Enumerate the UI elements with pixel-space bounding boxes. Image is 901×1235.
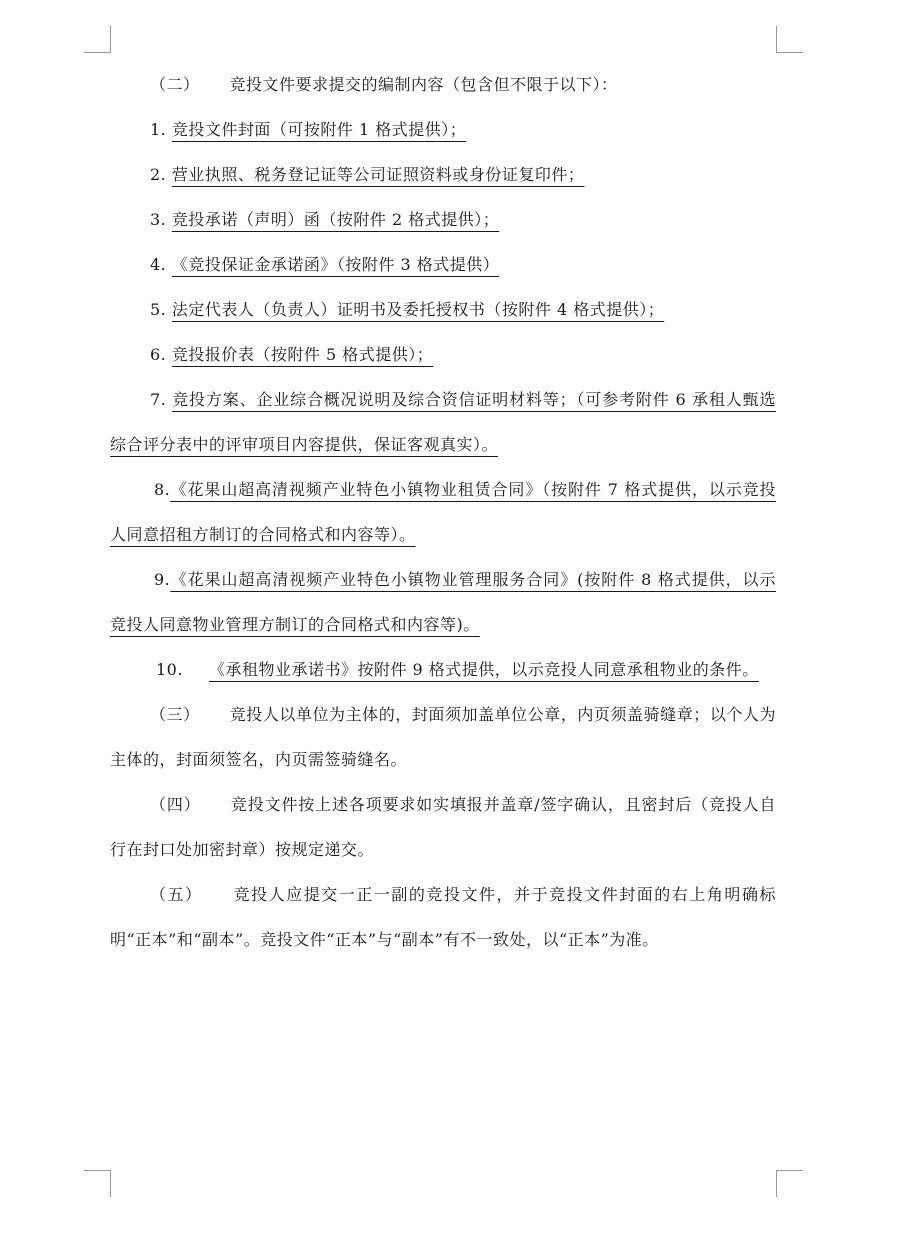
item-number: 8.	[154, 480, 171, 499]
crop-mark-bottom-right	[776, 1170, 803, 1197]
section-text: 竞投文件要求提交的编制内容（包含但不限于以下）：	[229, 75, 618, 94]
item-number: 3.	[150, 210, 167, 229]
document-body	[110, 62, 776, 962]
list-item	[110, 332, 776, 377]
item-text: 法定代表人（负责人）证明书及委托授权书（按附件 4 格式提供）；	[171, 300, 665, 319]
section-text: 竞投人以单位为主体的，封面须加盖单位公章，内页须盖骑缝章；以个人为主体的，封面须签名，内页需签骑缝名。	[110, 705, 776, 769]
section-number: （四）	[150, 795, 201, 814]
list-item	[110, 242, 776, 287]
section-number: （五）	[150, 885, 203, 904]
item-text: 竞投文件封面（可按附件 1 格式提供）；	[171, 120, 467, 139]
list-item	[110, 377, 776, 467]
list-item	[110, 197, 776, 242]
item-text: 《花果山超高清视频产业特色小镇物业管理服务合同》(按附件 8 格式提供，以示竞投人同意物业管理方制订的合同格式和内容等)。	[110, 570, 776, 634]
item-text: 《竞投保证金承诺函》（按附件 3 格式提供）	[171, 255, 500, 274]
item-text: 竞投承诺（声明）函（按附件 2 格式提供）；	[171, 210, 500, 229]
item-text: 竞投报价表（按附件 5 格式提供）；	[171, 345, 434, 364]
list-item	[110, 287, 776, 332]
list-item	[110, 647, 776, 692]
item-number: 10.	[156, 660, 183, 679]
item-text: 竞投方案、企业综合概况说明及综合资信证明材料等；（可参考附件 6 承租人甄选综合评分表中的评审项目内容提供，保证客观真实）。	[110, 390, 776, 454]
crop-mark-top-left	[84, 26, 111, 53]
crop-mark-top-right	[776, 26, 803, 53]
crop-mark-bottom-left	[84, 1170, 111, 1197]
item-text: 营业执照、税务登记证等公司证照资料或身份证复印件；	[171, 165, 585, 184]
item-number: 7.	[150, 390, 167, 409]
item-number: 6.	[150, 345, 167, 364]
item-number: 2.	[150, 165, 167, 184]
list-item	[110, 152, 776, 197]
section-text: 竞投人应提交一正一副的竞投文件，并于竞投文件封面的右上角明确标明“正本”和“副本”。竞投文件“正本”与“副本”有不一致处，以“正本”为准。	[110, 885, 776, 949]
section-number: （三）	[150, 705, 200, 724]
item-number: 4.	[150, 255, 167, 274]
list-item	[110, 107, 776, 152]
section-3-paragraph	[110, 692, 776, 782]
section-4-paragraph	[110, 782, 776, 872]
item-text: 《承租物业承诺书》按附件 9 格式提供，以示竞投人同意承租物业的条件。	[208, 660, 759, 679]
item-number: 9.	[154, 570, 171, 589]
section-text: 竞投文件按上述各项要求如实填报并盖章/签字确认，且密封后（竞投人自行在封口处加密封章）按规定递交。	[110, 795, 776, 859]
item-number: 5.	[150, 300, 167, 319]
list-item	[110, 467, 776, 557]
section-2-heading	[110, 62, 776, 107]
list-item	[110, 557, 776, 647]
section-number: （二）	[150, 75, 200, 94]
section-5-paragraph	[110, 872, 776, 962]
item-text: 《花果山超高清视频产业特色小镇物业租赁合同》（按附件 7 格式提供，以示竞投人同意招租方制订的合同格式和内容等）。	[110, 480, 776, 544]
item-number: 1.	[150, 120, 167, 139]
